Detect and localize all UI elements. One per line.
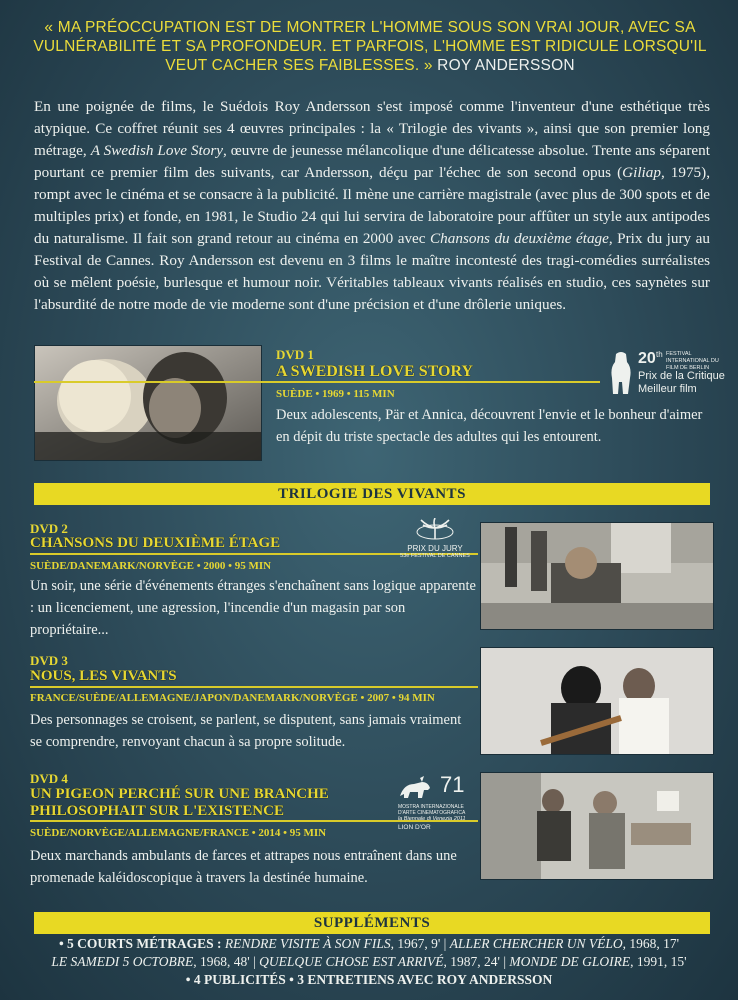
ads-item: • 4 PUBLICITÉS [185, 972, 286, 987]
berlin-award-badge [608, 348, 728, 408]
dvd4-meta: SUÈDE/NORVÈGE/ALLEMAGNE/FRANCE • 2014 • 95 MIN [30, 827, 327, 839]
berlin-festival-name: FESTIVAL INTERNATIONAL DU FILM DE BERLIN [666, 351, 719, 371]
supplements-band [34, 912, 710, 934]
quote-text: « MA PRÉOCCUPATION EST DE MONTRER L'HOMME SOUS SON VRAI JOUR, AVEC SA VULNÉRABILITÉ ET SA PROFONDEUR. ET PARFOIS, L'HOMME EST RIDICULE LORSQU'IL VEUT CACHER SES FAIBLESSES. » [33, 19, 707, 74]
supplements-line3 [14, 971, 724, 989]
intro-text-1: En une poignée de films, le Suédois Roy Andersson s'est imposé comme l'inventeur d'une esthétique très atypique. Ce coffret réunit ses 4 œuvres principales : la « Trilogie des vivants », ainsi que son premier long métrage, [34, 98, 710, 159]
venice-award-number: 71 [440, 772, 465, 797]
dvd2-description: Un soir, une série d'événements étranges s'enchaînent sans logique apparente : un licenciement, une agression, l'incendie d'un magasin par son propriétaire... [30, 578, 476, 638]
dvd3-description: Des personnages se croisent, se parlent, se disputent, sans jamais vraiment se comprendre, renvoyant chacun à sa propre solitude. [30, 712, 462, 750]
dvd1-description: Deux adolescents, Pär et Annica, découvrent l'envie et le bonheur d'aimer en dépit du triste spectacle des adultes qui les entourent. [276, 407, 703, 445]
dvd3-title-rule [30, 686, 478, 688]
intro-film-title: Giliap [622, 164, 661, 181]
short-film-info: , 1968, 17' [622, 936, 680, 951]
supplements-list [14, 935, 724, 989]
short-film-title: ALLER CHERCHER UN VÉLO [449, 936, 623, 951]
dvd1-title-rule [34, 381, 600, 383]
supplements-line2 [14, 953, 724, 971]
venice-award-line1: MOSTRA INTERNAZIONALE D'ARTE CINEMATOGRAFICA [398, 804, 466, 816]
dvd3-still-photo [480, 647, 714, 755]
dvd1-title: A SWEDISH LOVE STORY [276, 363, 473, 380]
intro-text-3: , 1975), rompt avec le cinéma et se consacre à la publicité. Il mène une carrière magistrale (avec plus de 300 spots et de multiples prix) et fonde, en 1981, le Studio 24 qui lui servira de laboratoire pour affûter un style aux antipodes du naturalisme. Il fait son grand retour au cinéma en 2000 avec [34, 164, 710, 247]
dvd3-meta: FRANCE/SUÈDE/ALLEMAGNE/JAPON/DANEMARK/NORVÈGE • 2007 • 94 MIN [30, 692, 435, 704]
dvd4-photo-image [481, 773, 713, 879]
palm-icon [415, 518, 455, 540]
cannes-award-badge [396, 518, 474, 568]
venice-award-line2: la Biennale di Venezia 2011 [398, 816, 466, 822]
interviews-item: • 3 ENTRETIENS AVEC ROY ANDERSSON [289, 972, 553, 987]
trilogy-band [34, 483, 710, 505]
venice-award-line3: LION D'OR [398, 824, 431, 831]
intro-film-title: A Swedish Love Story [90, 142, 223, 159]
dvd4-still-photo [480, 772, 714, 880]
short-film-info: , 1968, 48' | [193, 954, 256, 969]
short-film-title: RENDRE VISITE À SON FILS [224, 936, 391, 951]
epigraph-quote [30, 18, 710, 75]
lion-icon [398, 776, 432, 802]
cannes-award-line2: 53e FESTIVAL DE CANNES [400, 553, 470, 559]
dvd2-title: CHANSONS DU DEUXIÈME ÉTAGE [30, 535, 281, 551]
berlin-award-line2: Meilleur film [638, 383, 697, 395]
short-film-title: QUELQUE CHOSE EST ARRIVÉ [259, 954, 444, 969]
dvd1-photo-image [35, 346, 261, 460]
short-film-title: LE SAMEDI 5 OCTOBRE [51, 954, 194, 969]
dvd4-title-line1: UN PIGEON PERCHÉ SUR UNE BRANCHE [30, 786, 329, 802]
short-film-info: , 1967, 9' | [390, 936, 447, 951]
dvd3-number: DVD 3 [30, 653, 68, 668]
venice-award-badge [398, 772, 478, 838]
dvd4-title-line2: PHILOSOPHAIT SUR L'EXISTENCE [30, 803, 284, 819]
short-films-heading: • 5 COURTS MÉTRAGES : [58, 936, 222, 951]
dvd4-number: DVD 4 [30, 771, 68, 786]
intro-text-2: , œuvre de jeunesse mélancolique d'une délicatesse absolue. Trente ans séparent pourtant ce premier film des suivants, car Andersson, déçu par l'échec de son second opus ( [34, 142, 710, 181]
berlin-bear-icon [608, 350, 634, 396]
berlin-award-number: 20 [638, 350, 656, 367]
trilogy-label: TRILOGIE DES VIVANTS [278, 486, 466, 502]
dvd2-meta: SUÈDE/DANEMARK/NORVÈGE • 2000 • 95 MIN [30, 560, 272, 572]
intro-paragraph [34, 96, 710, 316]
quote-author: ROY ANDERSSON [437, 57, 575, 74]
supplements-line1 [14, 935, 724, 953]
dvd3-photo-image [481, 648, 713, 754]
dvd2-number: DVD 2 [30, 521, 68, 536]
dvd2-photo-image [481, 523, 713, 629]
berlin-award-sup: th [656, 350, 663, 359]
dvd1-number: DVD 1 [276, 347, 314, 362]
short-film-info: , 1987, 24' | [443, 954, 507, 969]
berlin-award-line1: Prix de la Critique [638, 370, 725, 382]
dvd1-still-photo [34, 345, 262, 461]
cannes-award-line1: PRIX DU JURY [407, 544, 463, 553]
dvd1-meta: SUÈDE • 1969 • 115 MIN [276, 388, 395, 400]
dvd3-title: NOUS, LES VIVANTS [30, 668, 177, 684]
dvd4-description: Deux marchands ambulants de farces et attrapes nous entraînent dans une promenade kaléidoscopique à travers la destinée humaine. [30, 848, 457, 886]
dvd2-still-photo [480, 522, 714, 630]
supplements-label: SUPPLÉMENTS [313, 915, 431, 931]
short-film-info: , 1991, 15' [630, 954, 687, 969]
intro-film-title: Chansons du deuxième étage [430, 230, 609, 247]
short-film-title: MONDE DE GLOIRE [509, 954, 631, 969]
intro-text-4: , Prix du jury au Festival de Cannes. Roy Andersson est devenu en 3 films le maître incontesté des tragi-comédies surréalistes où se mêlent poésie, burlesque et humour noir. Véritables tableaux vivants réalisés en studio, ces saynètes sur l'absurdité de notre mode de vie moderne sont d'une précision et d'une drôlerie uniques. [34, 230, 710, 313]
